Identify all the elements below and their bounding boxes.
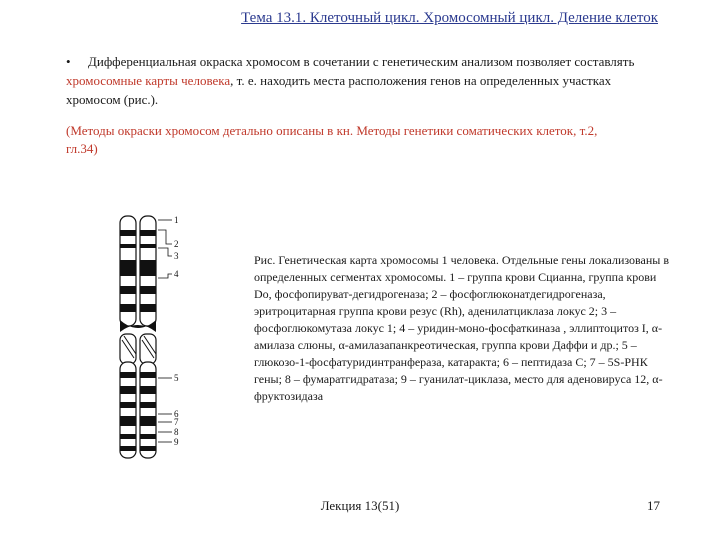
bullet-text-start: Дифференциальная окраска хромосом в сочетании с генетическим анализом позволяет составлять <box>88 54 635 69</box>
lecture-footer: Лекция 13(51) <box>320 498 400 513</box>
highlight-term: хромосомные карты человека <box>66 73 231 88</box>
chromosome-map-figure <box>106 208 216 468</box>
band-label-4: 4 <box>174 269 179 279</box>
label-lines <box>158 220 172 442</box>
page-number: 17 <box>647 498 660 513</box>
band-label-2: 2 <box>174 239 179 249</box>
band-label-9: 9 <box>174 437 179 447</box>
figure-caption: Рис. Генетическая карта хромосомы 1 человека. Отдельные гены локализованы в определенных сегментах хромосомы. 1 – группа крови Сцианна, группа крови Do, фосфопируват-дегидрогеназа; 2 – фосфоглюконатдегидрогеназа, эритроцитарная группа крови резус (Rh), аденилатциклаза локус 2; 3 – фосфоглюкомутаза локус 1; 4 – уридин-моно-фосфаткиназа , эллиптоцитоз I, α-амилаза слюны, α-амилазапанкреотическая, группа крови Даффи и др.; 5 – глюкозо-1-фосфатуридинтранфераза, катаракта; 6 – пептидаза С; 7 – 5S-РНК гены; 8 – фумаратгидратаза; 9 – гуанилат-циклаза, место для аденовируса 12, α-фруктозидаза <box>254 253 670 403</box>
band-label-8: 8 <box>174 427 179 437</box>
slide-title: Тема 13.1. Клеточный цикл. Хромосомный цикл. Деление клеток <box>241 10 658 26</box>
bullet-icon: • <box>66 54 71 69</box>
band-label-1: 1 <box>174 215 179 225</box>
bullet-text-end: , т. е. находить места расположения генов на определенных участках хромосом (рис.). <box>66 73 612 107</box>
band-label-6: 6 <box>174 409 179 419</box>
band-label-5: 5 <box>174 373 179 383</box>
band-label-7: 7 <box>174 417 179 427</box>
bullet-paragraph <box>66 52 666 109</box>
band-label-3: 3 <box>174 251 179 261</box>
reference-note: (Методы окраски хромосом детально описаны в кн. Методы генетики соматических клеток, т.2, гл.34) <box>66 123 598 156</box>
chromosome-drawing <box>120 216 156 458</box>
